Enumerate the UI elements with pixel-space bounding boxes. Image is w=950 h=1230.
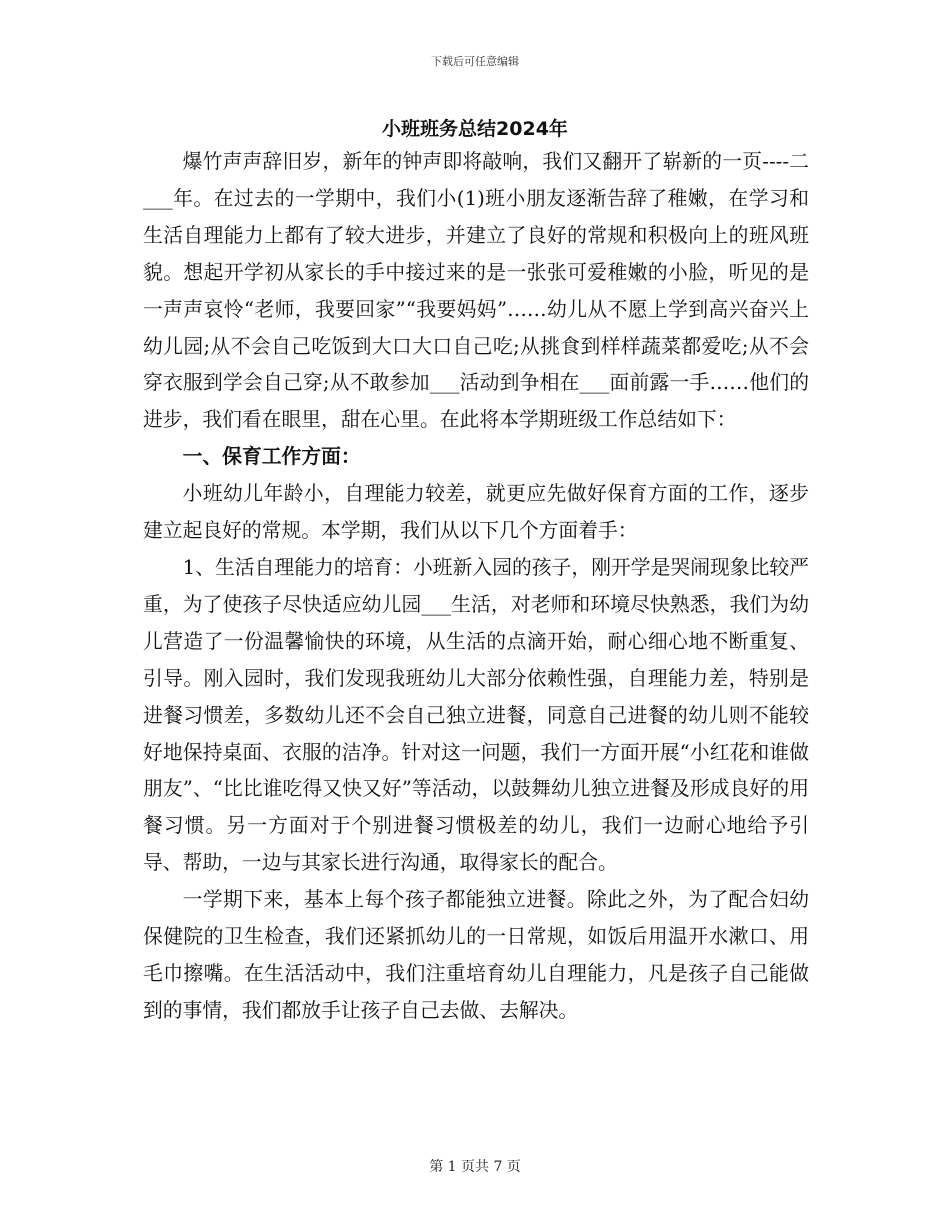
document-title: 小班班务总结2024年 (382, 118, 568, 140)
header-note: 下载后可任意编辑 (431, 55, 519, 68)
section-heading-childcare: 一、保育工作方面： (182, 445, 361, 469)
paragraph-childcare-overview: 小班幼儿年龄小，自理能力较差，就更应先做好保育方面的工作，逐步建立起良好的常规。本学期，我们从以下几个方面着手： (143, 482, 809, 543)
document-body (143, 144, 809, 1030)
paragraph-intro: 爆竹声声辞旧岁，新年的钟声即将敲响，我们又翻开了崭新的一页----二___年。在过去的一学期中，我们小(1)班小朋友逐渐告辞了稚嫩，在学习和生活自理能力上都有了较大进步，并建立了良好的常规和积极向上的班风班貌。想起开学初从家长的手中接过来的是一张张可爱稚嫩的小脸，听见的是一声声哀怜“老师，我要回家”“我要妈妈”……幼儿从不愿上学到高兴奋兴上幼儿园;从不会自己吃饭到大口大口自己吃;从挑食到样样蔬菜都爱吃;从不会穿衣服到学会自己穿;从不敢参加___活动到争相在___面前露一手……他们的进步，我们看在眼里，甜在心里。在此将本学期班级工作总结如下： (143, 150, 809, 432)
paragraph-self-care-training: 1、生活自理能力的培育：小班新入园的孩子，刚开学是哭闹现象比较严重，为了使孩子尽快适应幼儿园___生活，对老师和环境尽快熟悉，我们为幼儿营造了一份温馨愉快的环境，从生活的点滴开始，耐心细心地不断重复、引导。刚入园时，我们发现我班幼儿大部分依赖性强，自理能力差，特别是进餐习惯差，多数幼儿还不会自己独立进餐，同意自己进餐的幼儿则不能较好地保持桌面、衣服的洁净。针对这一问题，我们一方面开展“小红花和谁做朋友”、“比比谁吃得又快又好”等活动，以鼓舞幼儿独立进餐及形成良好的用餐习惯。另一方面对于个别进餐习惯极差的幼儿，我们一边耐心地给予引导、帮助，一边与其家长进行沟通，取得家长的配合。 (143, 555, 809, 875)
page-number: 第 1 页共 7 页 (429, 1159, 521, 1175)
paragraph-semester-result: 一学期下来，基本上每个孩子都能独立进餐。除此之外，为了配合妇幼保健院的卫生检查，我们还紧抓幼儿的一日常规，如饭后用温开水漱口、用毛巾擦嘴。在生活活动中，我们注重培育幼儿自理能力，凡是孩子自己能做到的事情，我们都放手让孩子自己去做、去解决。 (143, 888, 809, 1022)
